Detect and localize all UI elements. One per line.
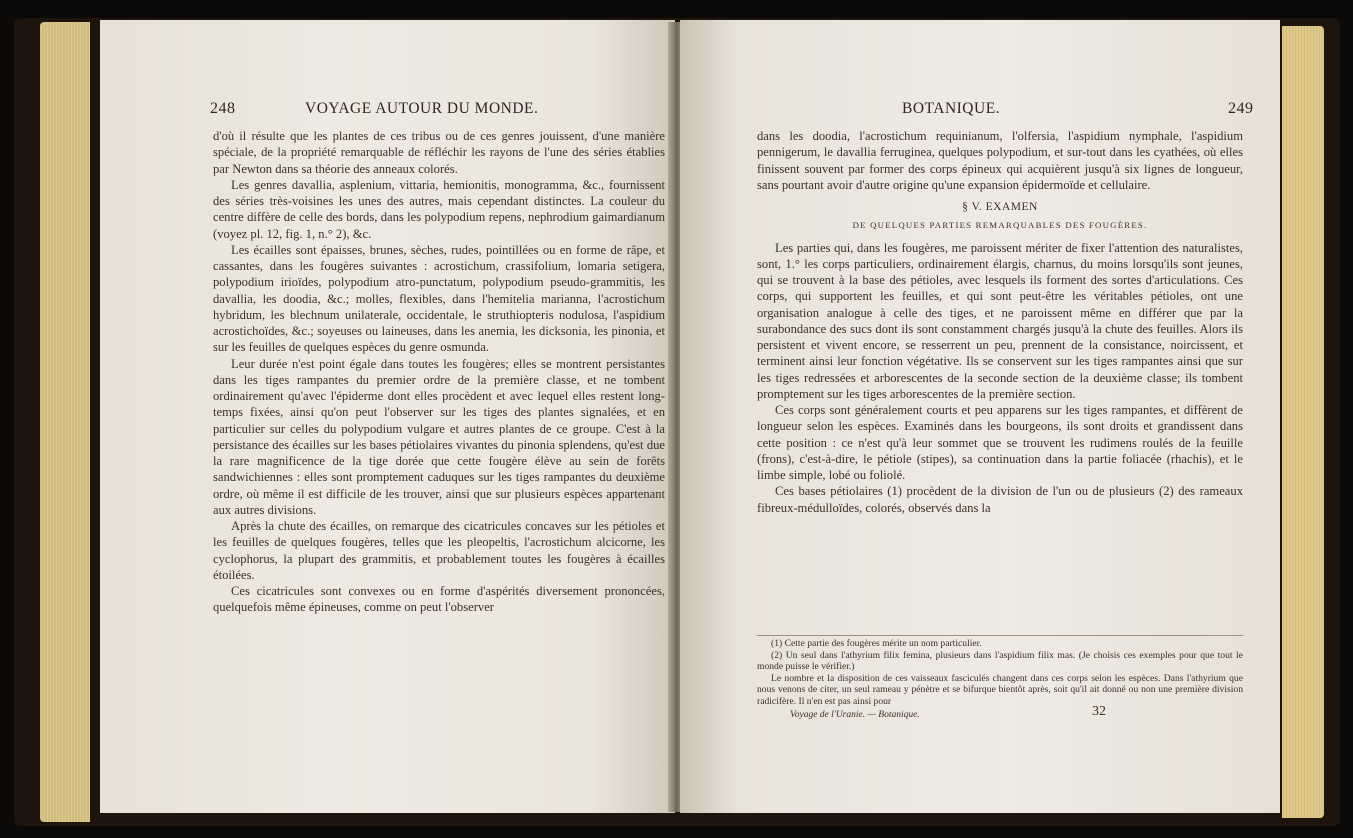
page-edges-left (40, 22, 90, 822)
right-paragraph: Ces corps sont généralement courts et peu apparens sur les tiges rampantes, et diffèrent de longueur selon les espèces. Examinés dans les bourgeons, ils sont droits et grandissent dans cette position : ce n'est qu'à leur sommet que se trouvent les rudimens roulés de la feuille (frons), c'est-à-dire, le pétiole (stipes), sa continuation dans la partie foliacée (rhachis), et le limbe simple, lobé ou foliolé. (757, 403, 1243, 482)
right-page-number: 249 (1228, 100, 1254, 117)
left-paragraph: Les genres davallia, asplenium, vittaria, hemionitis, monogramma, &c., fournissent des séries très-voisines les unes des autres, mais cependant distinctes. La couleur du centre diffère de celle des bords, dans les polypodium repens, nephrodium gaimardianum (voyez pl. 12, fig. 1, n.° 2), &c. (213, 177, 665, 241)
left-paragraph: Les écailles sont épaisses, brunes, sèches, rudes, pointillées ou en forme de râpe, et cassantes, dans les fougères suivantes : acrostichum, crassifolium, lomaria setigera, polypodium irioïdes, polypodium atro-punctatum, polypodium pseudo-grammitis, les davallia, les doodia, &c.; molles, flexibles, dans l'hemitelia marianna, l'acrostichum hybridum, les blechnum unilaterale, occidentale, le struthiopteris nodulosa, l'aspidium acrostichoïdes, &c.; soyeuses ou laineuses, dans les anemia, les dicksonia, les pinonia, et sur les feuilles de quelques espèces du genre osmunda. (213, 242, 665, 355)
left-running-head: VOYAGE AUTOUR DU MONDE. (305, 100, 539, 117)
footnote: (2) Un seul dans l'athyrium filix femina, plusieurs dans l'aspidium filix mas. (Je choisis ces exemples pour que tout le monde puisse le vérifier.) (757, 649, 1243, 673)
right-paragraph: dans les doodia, l'acrostichum requinianum, l'olfersia, l'aspidium nymphale, l'aspidium pennigerum, le davallia ferruginea, quelques polypodium, et sur-tout dans les cyathées, où elles finissent souvent par former des corps épineux qui acquièrent jusqu'à six lignes de longueur, sans pourtant avoir d'autre origine qu'une expansion épidermoïde et cellulaire. (757, 129, 1243, 192)
footnotes (757, 635, 1243, 708)
right-body-text (757, 128, 1243, 516)
page-edges-right (1282, 26, 1324, 818)
left-page-number: 248 (210, 100, 236, 117)
left-paragraph: Après la chute des écailles, on remarque des cicatricules concaves sur les pétioles et les feuilles de quelques fougères, telles que les pleopeltis, l'acrostichum alcicorne, les cyclophorus, la plupart des grammitis, et probablement toutes les fougères à écailles étoilées. (213, 519, 665, 582)
section-subtitle: DE QUELQUES PARTIES REMARQUABLES DES FOUGÈRES. (852, 220, 1148, 231)
left-paragraph: Leur durée n'est point égale dans toutes les fougères; elles se montrent persistantes dans les tiges rampantes du premier ordre de la première classe, et ne tombent ordinairement qu'avec l'épiderme dont elles procèdent et avec lequel elles restent long-temps fixées, ainsi qu'on peut l'observer sur les tiges des plantes signalées, et en particulier sur celles du polypodium vulgare et autres plantes de ce groupe. C'est à la persistance des écailles sur les bases pétiolaires vivantes du pinonia splendens, qu'est due la rare magnificence de la tige dorée que cette fougère élève au sein de forêts sandwichiennes : elles sont promptement caduques sur les tiges rampantes du deuxième ordre, où même il est difficile de les trouver, ainsi que sur plusieurs espèces appartenant aux autres divisions. (213, 356, 665, 517)
left-paragraph: Ces cicatricules sont convexes ou en forme d'aspérités diversement prononcées, quelquefois même épineuses, comme on peut l'observer (213, 584, 665, 615)
left-body-text (213, 128, 665, 616)
left-paragraph: d'où il résulte que les plantes de ces tribus ou de ces genres jouissent, d'une manière spéciale, de la propriété remarquable de réfléchir les rayons de l'une des séries établies par Newton dans sa théorie des anneaux colorés. (213, 129, 665, 176)
footnote: Le nombre et la disposition de ces vaisseaux fasciculés changent dans ces corps selon les espèces. Dans l'athyrium que nous venons de citer, un seul rameau y pénètre et se bifurque bientôt après, soit qu'il ait donné ou non une première division radicifère. Il n'en est pas ainsi pour (757, 672, 1243, 707)
right-paragraph: Les parties qui, dans les fougères, me paroissent mériter de fixer l'attention des naturalistes, sont, 1.° les corps particuliers, ordinairement élargis, charnus, du moins lorsqu'ils sont jeunes, qui se trouvent à la base des pétioles, avec lesquels ils forment des sortes d'articulations. Ces corps, qui supportent les feuilles, et qui sont peut-être les véritables pétioles, ont une organisation analogue à celle des tiges, et ne paroissent même en différer que par la surabondance des sucs dont ils sont constamment chargés jusqu'à la chute des feuilles. Alors ils persistent et vivent encore, se resserrent un peu, prennent de la consistance, noircissent, et terminent ainsi leur fonction végétative. Ils se conservent sur les tiges rampantes ainsi que sur les tiges redressées et arborescentes de la seconde section de la deuxième classe; ils tombent promptement sur les tiges arborescentes de la première section. (757, 240, 1243, 401)
right-page (680, 20, 1280, 813)
left-page (100, 20, 675, 813)
right-paragraph: Ces bases pétiolaires (1) procèdent de la division de l'un ou de plusieurs (2) des rameaux fibreux-médulloïdes, colorés, observés dans la (757, 484, 1243, 515)
footer-line: Voyage de l'Uranie. — Botanique. (790, 710, 920, 720)
right-running-head: BOTANIQUE. (902, 100, 1001, 117)
footnote: (1) Cette partie des fougères mérite un nom particulier. (771, 638, 982, 649)
signature-mark: 32 (1092, 704, 1106, 719)
section-title: § V. EXAMEN (962, 201, 1038, 213)
